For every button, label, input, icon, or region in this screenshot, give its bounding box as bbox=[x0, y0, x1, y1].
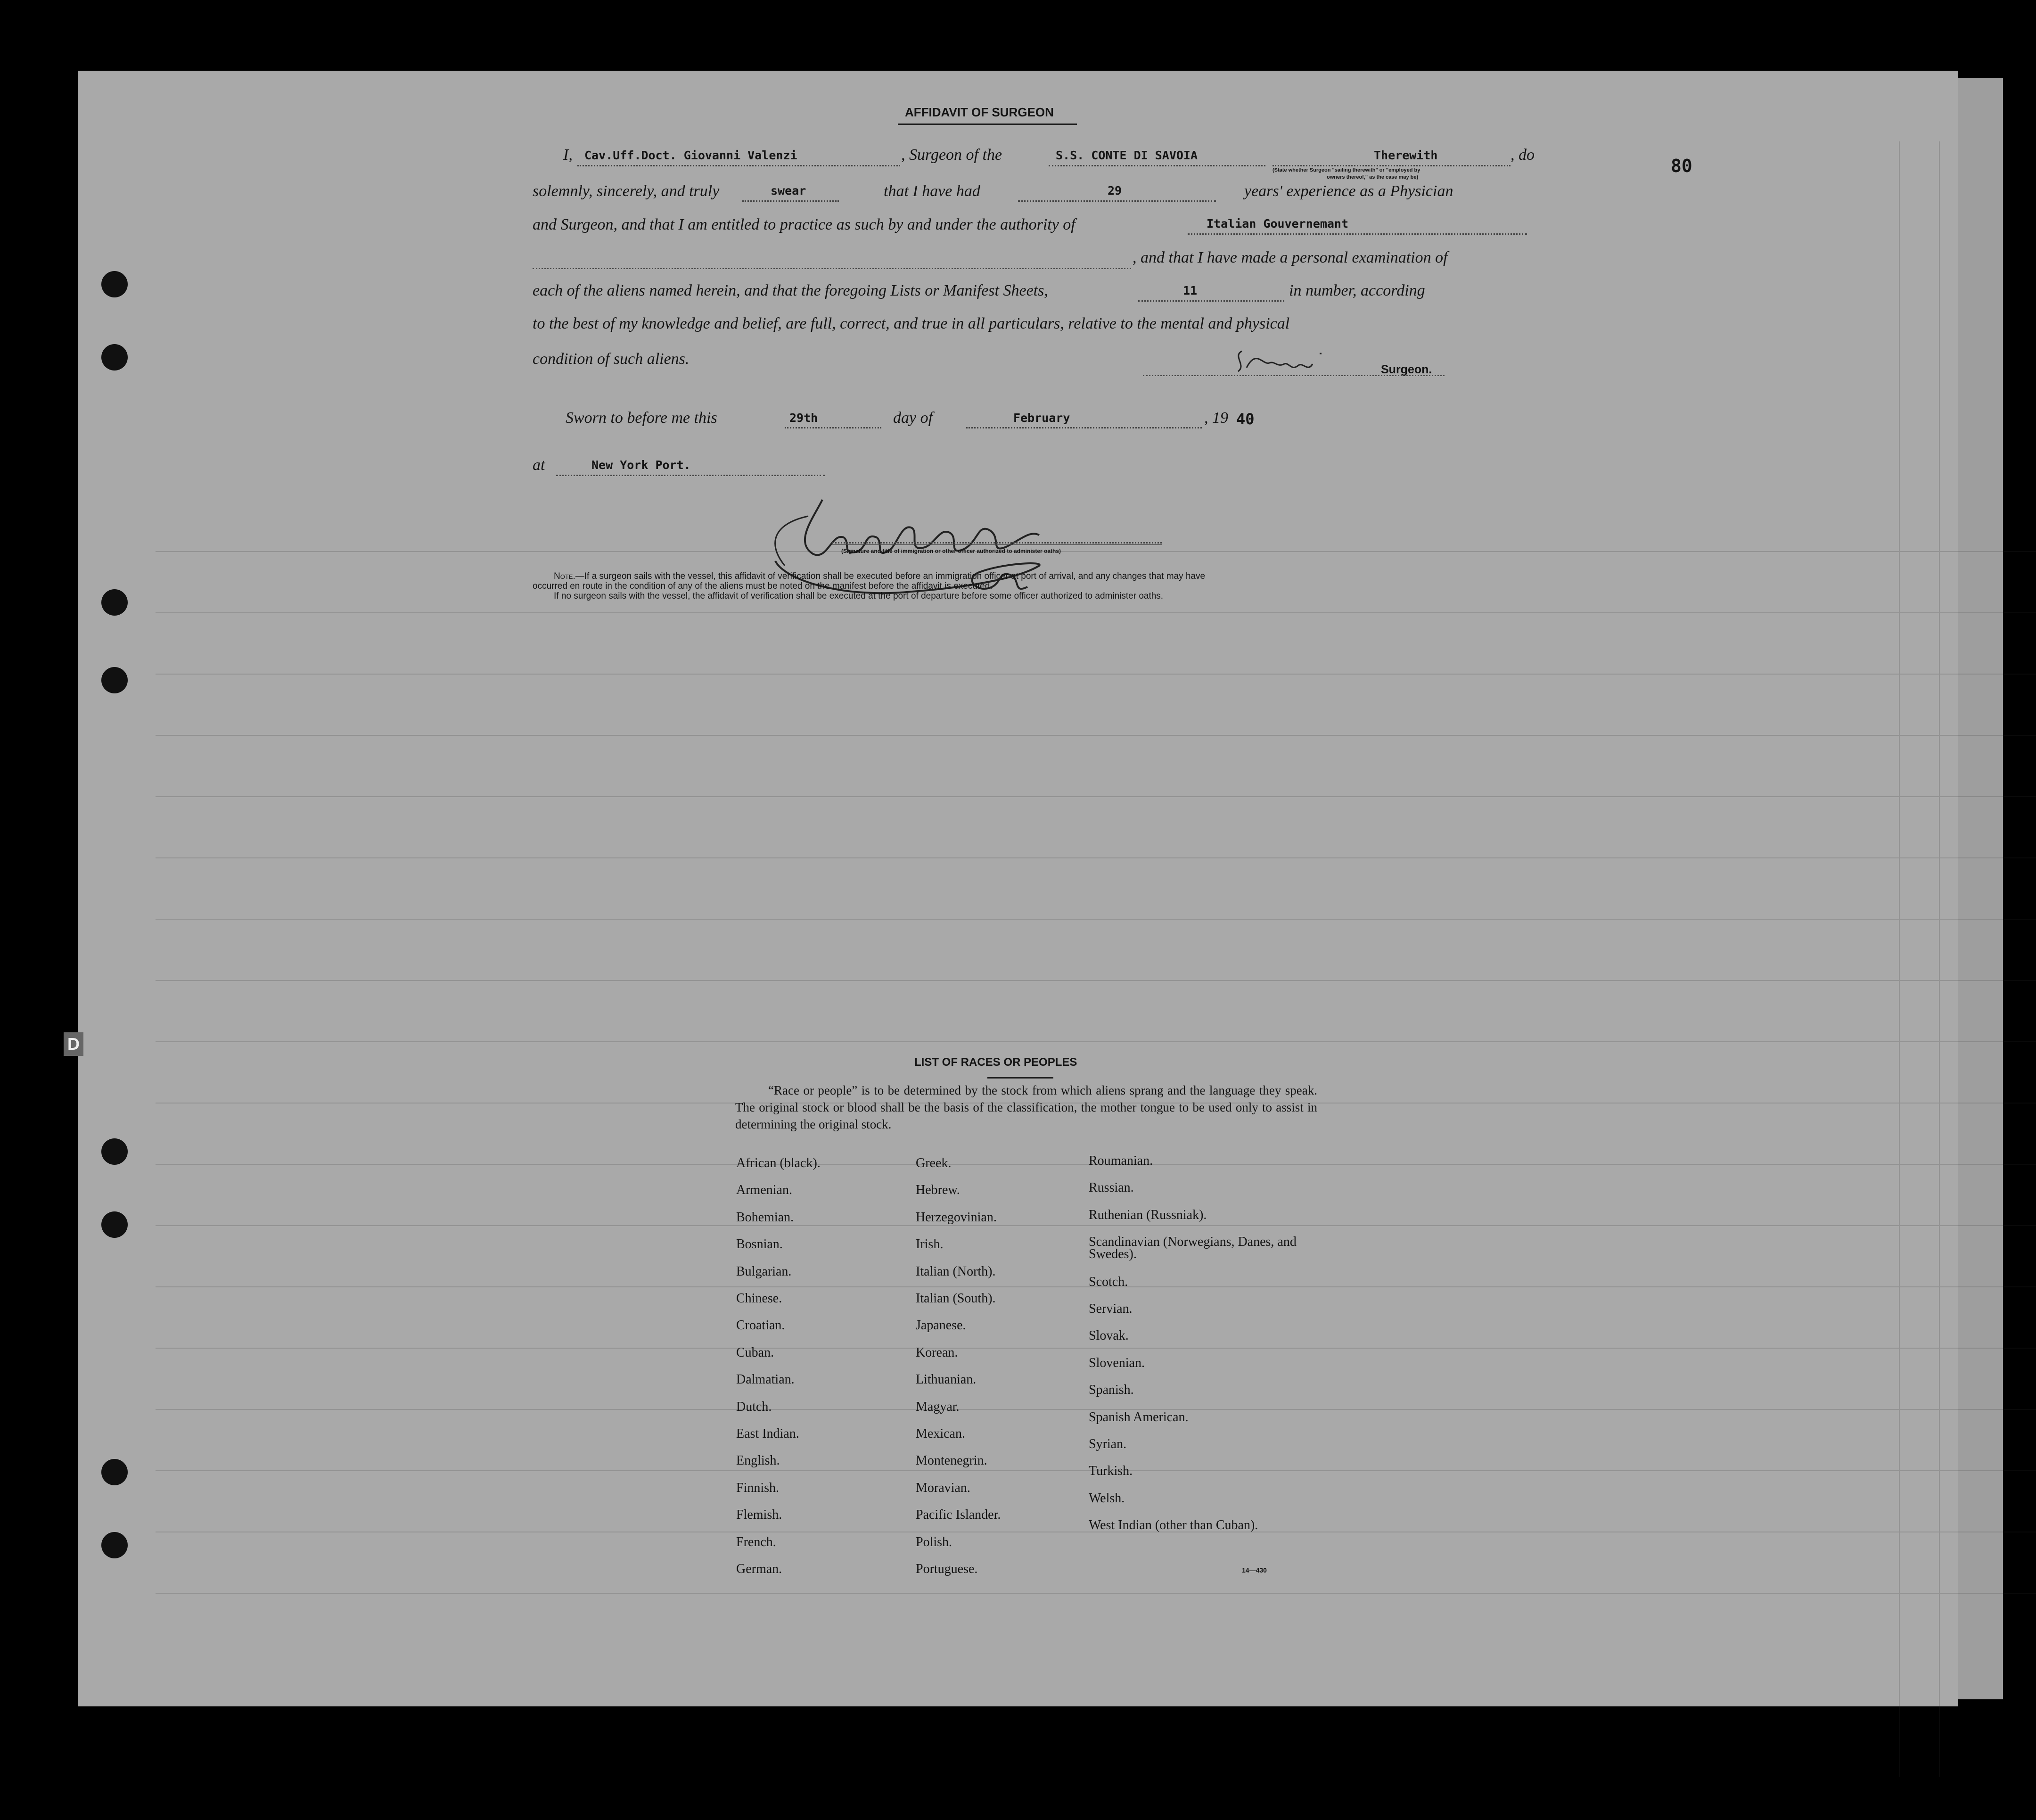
races-title-rule bbox=[987, 1077, 1053, 1079]
sheets-line bbox=[1138, 300, 1284, 302]
race-item: English. bbox=[736, 1453, 780, 1468]
punch-hole bbox=[101, 589, 128, 616]
race-item: Russian. bbox=[1089, 1180, 1134, 1195]
race-item: Moravian. bbox=[916, 1480, 970, 1495]
officer-caption: (Signature and title of immigration or other officer authorized to administer oaths) bbox=[841, 548, 1061, 554]
place-value: New York Port. bbox=[591, 458, 691, 472]
sheets-count: 11 bbox=[1183, 284, 1198, 297]
race-item: Roumanian. bbox=[1089, 1153, 1153, 1168]
race-item: Slovenian. bbox=[1089, 1355, 1145, 1370]
each-aliens-label: each of the aliens named herein, and that the foregoing Lists or Manifest Sheets, bbox=[533, 282, 1048, 299]
sworn-day: 29th bbox=[789, 411, 818, 425]
ship-name: S.S. CONTE DI SAVOIA bbox=[1056, 148, 1198, 162]
punch-hole bbox=[101, 344, 128, 371]
i-label: I, bbox=[563, 146, 573, 164]
years-line bbox=[1018, 200, 1216, 202]
race-item: Japanese. bbox=[916, 1318, 966, 1333]
punch-hole bbox=[101, 1138, 128, 1165]
year-prefix: , 19 bbox=[1204, 409, 1228, 427]
authority-value: Italian Gouvernemant bbox=[1207, 217, 1349, 231]
condition-label: condition of such aliens. bbox=[533, 350, 690, 368]
race-item: East Indian. bbox=[736, 1426, 799, 1441]
surgeon-practice-label: and Surgeon, and that I am entitled to practice as such by and under the authority of bbox=[533, 216, 1075, 233]
years-value: 29 bbox=[1108, 184, 1122, 198]
punch-hole bbox=[101, 667, 128, 693]
sworn-month: February bbox=[1013, 411, 1070, 425]
surgeon-name: Cav.Uff.Doct. Giovanni Valenzi bbox=[584, 148, 797, 162]
status-hint-1: (State whether Surgeon "sailing therewith" or "employed by bbox=[1272, 167, 1420, 173]
race-item: Italian (South). bbox=[916, 1291, 996, 1306]
race-item: Herzegovinian. bbox=[916, 1210, 997, 1225]
in-number-label: in number, according bbox=[1289, 282, 1425, 299]
ship-name-line bbox=[1049, 165, 1265, 166]
race-item: Scandinavian (Norwegians, Danes, and Swedes). bbox=[1089, 1235, 1297, 1262]
oath-value: swear bbox=[771, 184, 806, 198]
note-label: Note. bbox=[554, 571, 575, 581]
race-item: Cuban. bbox=[736, 1345, 774, 1360]
sailing-status: Therewith bbox=[1374, 148, 1438, 162]
officer-signature-line bbox=[832, 542, 1162, 544]
form-number: 14—430 bbox=[1242, 1566, 1267, 1574]
race-item: Mexican. bbox=[916, 1426, 965, 1441]
years-experience-label: years' experience as a Physician bbox=[1244, 182, 1453, 200]
sworn-day-line bbox=[785, 427, 881, 428]
year-suffix: 40 bbox=[1236, 410, 1255, 428]
affidavit-title: AFFIDAVIT OF SURGEON bbox=[905, 105, 1054, 119]
race-item: Bohemian. bbox=[736, 1210, 794, 1225]
solemnly-label: solemnly, sincerely, and truly bbox=[533, 182, 720, 200]
race-item: Bosnian. bbox=[736, 1237, 783, 1252]
race-item: Scotch. bbox=[1089, 1274, 1128, 1289]
race-item: Finnish. bbox=[736, 1480, 780, 1495]
punch-hole bbox=[101, 1532, 128, 1558]
race-item: Spanish. bbox=[1089, 1383, 1134, 1398]
best-knowledge-label: to the best of my knowledge and belief, are full, correct, and true in all particulars, relative to the mental and physical bbox=[533, 315, 1290, 332]
race-item: Ruthenian (Russniak). bbox=[1089, 1207, 1207, 1222]
punch-hole bbox=[101, 1459, 128, 1485]
race-item: Turkish. bbox=[1089, 1464, 1133, 1479]
page-number: 80 bbox=[1671, 156, 1692, 176]
race-item: Hebrew. bbox=[916, 1183, 960, 1198]
note-line-3: If no surgeon sails with the vessel, the affidavit of verification shall be executed at the port of departure before some officer authorized to administer oaths. bbox=[554, 591, 1164, 601]
title-rule bbox=[898, 124, 1077, 125]
race-item: Dutch. bbox=[736, 1399, 772, 1414]
race-item: West Indian (other than Cuban). bbox=[1089, 1518, 1258, 1533]
race-item: Servian. bbox=[1089, 1301, 1133, 1316]
do-label: , do bbox=[1511, 146, 1535, 164]
race-item: German. bbox=[736, 1562, 782, 1576]
races-intro: “Race or people” is to be determined by the stock from which aliens sprang and the language they speak. The original stock or blood shall be the basis of the classification, the mother tongue to be used only to assist in determining the original stock. bbox=[735, 1083, 1317, 1131]
note-block bbox=[533, 571, 1205, 601]
sworn-label: Sworn to before me this bbox=[566, 409, 717, 427]
race-item: Polish. bbox=[916, 1534, 952, 1549]
race-item: Armenian. bbox=[736, 1183, 792, 1198]
race-item: Lithuanian. bbox=[916, 1372, 977, 1387]
personal-exam-label: , and that I have made a personal examination of bbox=[1133, 249, 1448, 266]
race-item: Slovak. bbox=[1089, 1328, 1129, 1343]
race-item: Montenegrin. bbox=[916, 1453, 987, 1468]
race-item: Flemish. bbox=[736, 1507, 782, 1523]
race-item: Syrian. bbox=[1089, 1437, 1127, 1451]
race-item: Pacific Islander. bbox=[916, 1507, 1001, 1523]
punch-hole bbox=[101, 1211, 128, 1238]
race-item: Spanish American. bbox=[1089, 1409, 1189, 1425]
status-hint-2: owners thereof," as the case may be) bbox=[1327, 174, 1419, 180]
authority-line bbox=[1188, 233, 1527, 235]
document-page bbox=[67, 71, 1958, 1706]
surgeon-of-label: , Surgeon of the bbox=[901, 146, 1002, 164]
surgeon-signature-label: Surgeon. bbox=[1381, 363, 1432, 376]
surgeon-name-line bbox=[577, 165, 900, 166]
race-item: French. bbox=[736, 1534, 776, 1549]
race-item: African (black). bbox=[736, 1156, 821, 1170]
margin-mark: D bbox=[64, 1032, 83, 1056]
race-item: Welsh. bbox=[1089, 1491, 1125, 1506]
day-of-label: day of bbox=[893, 409, 933, 427]
that-i-have-had-label: that I have had bbox=[884, 182, 980, 200]
race-item: Irish. bbox=[916, 1237, 944, 1252]
race-item: Korean. bbox=[916, 1345, 958, 1360]
race-item: Dalmatian. bbox=[736, 1372, 795, 1387]
note-line-2: occurred en route in the condition of any of the aliens must be noted on the manifest before the affidavit is executed. bbox=[533, 581, 993, 591]
officer-title-line bbox=[832, 544, 1162, 545]
authority-continued-line bbox=[533, 268, 1131, 269]
sailing-status-line bbox=[1272, 165, 1511, 166]
note-line-1: —If a surgeon sails with the vessel, this affidavit of verification shall be executed before an immigration officer at port of arrival, and any changes that may have bbox=[575, 571, 1206, 581]
race-item: Portuguese. bbox=[916, 1562, 978, 1576]
race-item: Bulgarian. bbox=[736, 1264, 792, 1279]
race-item: Chinese. bbox=[736, 1291, 782, 1306]
at-label: at bbox=[533, 456, 545, 474]
race-item: Greek. bbox=[916, 1156, 952, 1170]
races-title: LIST OF RACES OR PEOPLES bbox=[914, 1056, 1077, 1069]
sworn-month-line bbox=[966, 427, 1202, 428]
race-item: Magyar. bbox=[916, 1399, 960, 1414]
race-item: Italian (North). bbox=[916, 1264, 996, 1279]
punch-hole bbox=[101, 271, 128, 297]
oath-line bbox=[742, 200, 839, 202]
race-item: Croatian. bbox=[736, 1318, 785, 1333]
